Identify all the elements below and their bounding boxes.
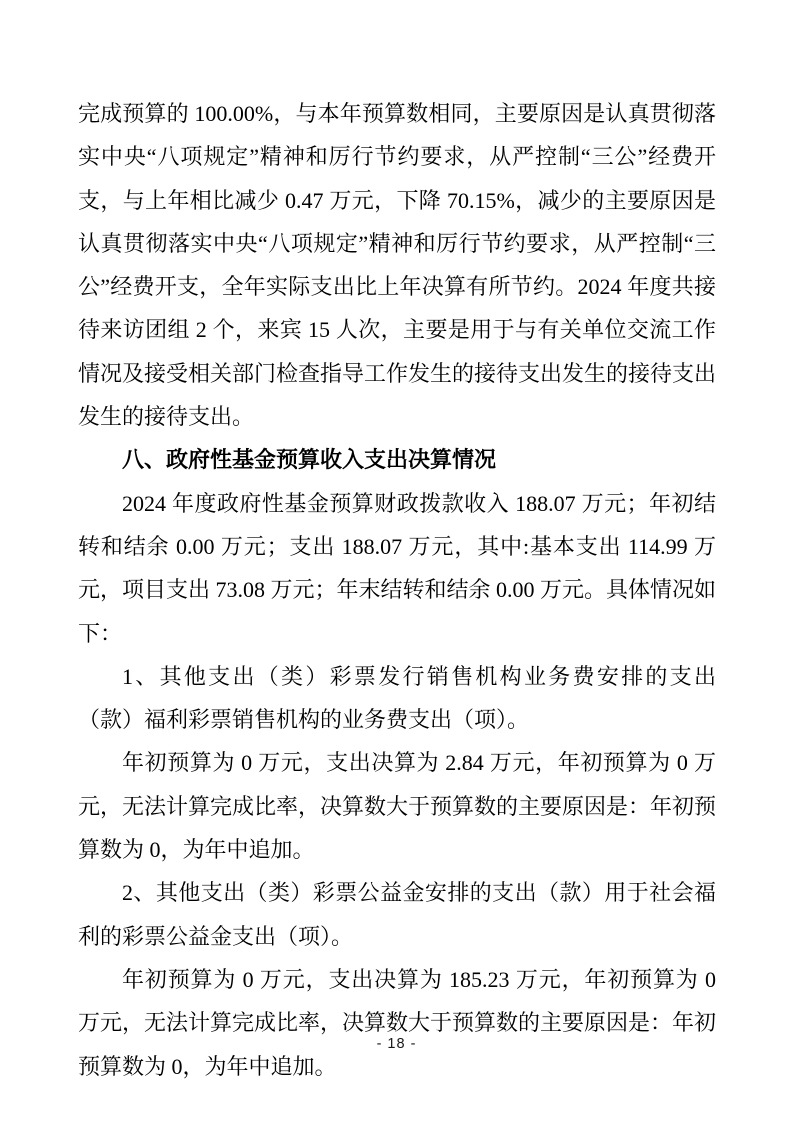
paragraph-item-2-detail: 年初预算为 0 万元，支出决算为 185.23 万元，年初预算为 0 万元，无法计算完成比率，决算数大于预算数的主要原因是：年初预算数为 0，为年中追加。 <box>78 966 717 1079</box>
paragraph-item-1-title: 1、其他支出（类）彩票发行销售机构业务费安排的支出（款）福利彩票销售机构的业务费支出（项）。 <box>78 663 716 733</box>
paragraph-three-public-funds: 完成预算的 100.00%，与本年预算数相同，主要原因是认真贯彻落实中央“八项规定”精神和厉行节约要求，从严控制“三公”经费开支，与上年相比减少 0.47 万元，下降 70.15%，减少的主要原因是认真贯彻落实中央“八项规定”精神和厉行节约要求，从严控制“三公”经费开支，全年实际支出比上年决算有所节约。2024 年度共接待来访团组 2 个，来宾 15 人次，主要是用于与有关单位交流工作情况及接受相关部门检查指导工作发生的接待支出发生的接待支出发生的接待支出。 <box>78 101 717 430</box>
document-body <box>78 92 716 1088</box>
paragraph-fund-budget-overview: 2024 年度政府性基金预算财政拨款收入 188.07 万元；年初结转和结余 0.00 万元；支出 188.07 万元，其中:基本支出 114.99 万元，项目支出 73.08 万元；年末结转和结余 0.00 万元。具体情况如下： <box>78 490 717 646</box>
paragraph-item-2-title: 2、其他支出（类）彩票公益金安排的支出（款）用于社会福利的彩票公益金支出（项）。 <box>78 880 716 949</box>
page-number: - 18 - <box>376 1036 417 1052</box>
section-heading-government-fund-budget: 八、政府性基金预算收入支出决算情况 <box>122 447 497 473</box>
paragraph-item-1-detail: 年初预算为 0 万元，支出决算为 2.84 万元，年初预算为 0 万元，无法计算完成比率，决算数大于预算数的主要原因是：年初预算数为 0，为年中追加。 <box>78 750 717 863</box>
